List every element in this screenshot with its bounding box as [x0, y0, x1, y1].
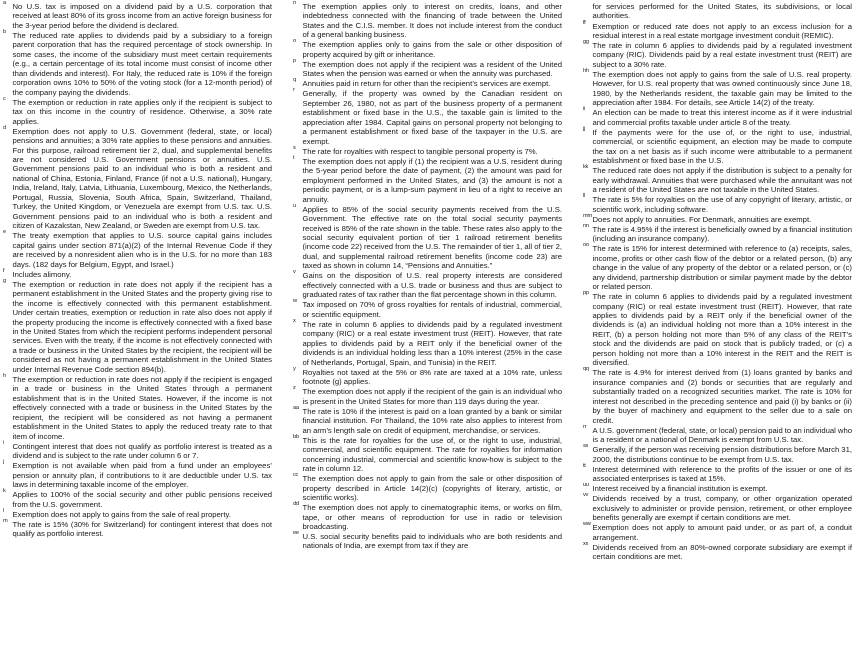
footnotes-column-3	[583, 2, 852, 669]
footnote-text: Exemption does not apply to U.S. Government (federal, state, or local) pensions and annuities; a 30% rate applies to these pensions and annuities. For this purpose, railroad retirement tier 2, dual, and supplemental benefits are not considered U.S. Government pensions or annuities. U.S. Government pensions paid to an individual who is both a resident and national of China, Estonia, Finland, France (if not a U.S. national), Hungary, India, Ireland, Italy, Latvia, Lithuania, Luxembourg, Mexico, the Netherlands, Portugal, Russia, Slovenia, South Africa, Spain, Switzerland, Thailand, Turkey, the United Kingdom, or Venezuela are exempt from U.S. tax. U.S. Government pensions paid to an individual who is both a resident and citizen of Kazakstan, New Zealand, or Sweden are exempt from U.S. tax.	[12, 126, 272, 231]
footnote-r	[293, 89, 562, 146]
footnote-continuation	[583, 2, 852, 21]
footnote-marker: w	[293, 298, 297, 305]
footnote-marker: o	[293, 38, 296, 45]
footnote-n	[293, 2, 562, 40]
footnote-text: Applies to 85% of the social security payments received from the U.S. Government. The effective rate on the total social security payments received is 85% of the rate shown in the table. These rates also apply to the social security equivalent portion of tier 1 railroad retirement benefits (income code 22) received from the U.S. The remainder of tier 1, all of tier 2, dual, and supplemental railroad retirement benefits (income code 23) are taxed as shown in column 14, “Pensions and Annuities.”	[302, 204, 562, 271]
footnote-marker: cc	[293, 472, 299, 479]
footnote-marker: vv	[583, 492, 589, 499]
footnote-mm	[583, 212, 852, 224]
footnote-text: U.S. social security benefits paid to individuals who are both residents and nationals of India, are exempt from tax if they are	[302, 532, 562, 551]
footnote-ff	[583, 19, 852, 41]
footnote-text: The rate for royalties with respect to tangible personal property is 7%.	[302, 146, 538, 156]
footnote-h	[3, 372, 272, 441]
footnote-text: The exemption does not apply to gain from the sale or other disposition of property described in Article 14(2)(c) (copyrights of literary, artistic, or scientific works).	[302, 474, 562, 503]
footnote-marker: pp	[583, 290, 589, 297]
footnote-xx	[583, 540, 852, 562]
footnote-text: Exemption does not apply to gains from the sale of real property.	[12, 509, 231, 519]
footnote-text: No U.S. tax is imposed on a dividend paid by a U.S. corporation that received at least 80% of its gross income from an active foreign business for the 3-year period before the dividend is declared.	[12, 2, 272, 30]
footnote-text: The exemption or reduction in rate does not apply if the recipient is engaged in a trade or business in the United States through a permanent establishment that is in the United States. However, if the income is not effectively connected with a trade or business in the United States by the recipient, the recipient will be considered as not having a permanent establishment in the United States to apply the reduced treaty rate to that item of income.	[12, 374, 272, 441]
footnote-marker: j	[3, 459, 4, 466]
footnote-marker: h	[3, 372, 6, 379]
footnote-marker: f	[3, 267, 5, 274]
footnote-text: The exemption or reduction in rate applies only if the recipient is subject to tax on this income in the country of residence. Otherwise, a 30% rate applies.	[12, 97, 272, 126]
footnote-text: The exemption does not apply if the recipient was a resident of the United States when the pension was earned or when the annuity was purchased.	[302, 59, 562, 79]
footnote-marker: g	[3, 277, 6, 284]
footnote-text: Exemption or reduced rate does not apply to an excess inclusion for a residual interest in a real estate mortgage investment conduit (REMIC).	[592, 21, 852, 40]
footnote-text: Dividends received by a trust, company, or other organization operated exclusively to administer or provide pension, retirement, or other employee benefits generally are exempt if certain conditions are met.	[592, 494, 852, 523]
footnote-text: Royalties not taxed at the 5% or 8% rate are taxed at a 10% rate, unless footnote (g) applies.	[302, 367, 562, 387]
footnote-ww	[583, 523, 852, 542]
footnote-marker: q	[293, 77, 296, 84]
footnote-g	[3, 277, 272, 375]
footnote-p	[293, 57, 562, 79]
footnote-text: The reduced rate applies to dividends paid by a subsidiary to a foreign parent corporation that has the required percentage of stock ownership. In some cases, the income of the subsidiary must meet certain requirements (e.g., a certain percentage of its total income must consist of income other than dividends and interest). For Italy, the reduced rate is 10% if the foreign corporation owns 10% to 50% of the voting stock (for a 12-month period) of the company paying the dividends.	[12, 30, 272, 97]
footnote-marker: z	[293, 385, 296, 392]
footnote-marker: u	[293, 202, 296, 209]
footnote-text: Generally, if the person was receiving pension distributions before March 31, 2000, the distributions continue to be exempt from U.S. tax.	[592, 445, 852, 464]
footnote-marker: ee	[293, 530, 299, 537]
footnote-s	[293, 144, 562, 156]
footnote-text: The exemption does not apply if the recipient of the gain is an individual who is present in the United States for more than 119 days during the year.	[302, 387, 562, 406]
footnote-pp	[583, 292, 852, 368]
footnote-qq	[583, 368, 852, 425]
footnote-text: The rate is 15% (30% for Switzerland) for contingent interest that does not qualify as portfolio interest.	[12, 519, 272, 539]
footnote-marker: ff	[583, 19, 586, 26]
footnote-rr	[583, 423, 852, 445]
footnote-m	[3, 517, 272, 539]
footnote-text: Applies to 100% of the social security and other public pensions received from the U.S. government.	[12, 490, 272, 509]
footnote-b	[3, 28, 272, 97]
footnote-text: The exemption does not apply to gains from the sale of U.S. real property. However, for U.S. real property that was owned continuously since June 18, 1980, by the Netherlands resident, the taxable gain may be limited to the appreciation after 1984. For details, see Article 14(2) of the treaty.	[592, 69, 852, 108]
footnote-text: The exemption or reduction in rate does not apply if the recipient has a permanent establishment in the United States and the property giving rise to the income is effectively connected with this permanent establishment. Under certain treaties, exemption or reduction in rate also does not apply if the property producing the income is effectively connected with a fixed base in the United States from which the recipient performs independent personal services. Even with the treaty, if the income is not effectively connected with a trade or business in the United States by the recipient, the recipient will be considered as not having a permanent establishment in the United States under Internal Revenue Code section 894(b).	[12, 279, 272, 374]
footnote-text: Tax imposed on 70% of gross royalties for rentals of industrial, commercial, or scientific equipment.	[302, 300, 562, 319]
footnote-marker: qq	[583, 366, 589, 373]
footnote-a	[3, 2, 272, 30]
footnote-marker: s	[293, 144, 296, 151]
footnote-text: Annuities paid in return for other than the recipient’s services are exempt.	[302, 79, 551, 89]
footnote-marker: ww	[583, 521, 591, 528]
footnote-text: Includes alimony.	[12, 269, 72, 279]
footnote-text: The rate in column 6 applies to dividends paid by a regulated investment company (RIC) or a real estate investment trust (REIT). However, that rate applies to dividends paid by a REIT only if the beneficial owner of the dividends is an individual holding less than a 10% interest (25% in the case of Netherlands, Portugal, Spain, and Tunisia) in the REIT.	[302, 319, 562, 367]
footnote-gg	[583, 41, 852, 69]
footnote-marker: dd	[293, 501, 299, 508]
footnote-marker: i	[3, 439, 4, 446]
footnote-text: The rate in column 6 applies to dividends paid by a regulated investment company (RIC). Dividends paid by a real estate investment trust (REIT) are subject to a 30% rate.	[592, 41, 852, 69]
footnote-o	[293, 40, 562, 59]
footnote-text: The rate is 4.95% if the interest is beneficially owned by a financial institution (including an insurance company).	[592, 224, 852, 244]
footnote-ll	[583, 195, 852, 214]
footnote-ee	[293, 532, 562, 551]
footnote-v	[293, 271, 562, 299]
footnote-aa	[293, 404, 562, 435]
footnote-marker: bb	[293, 433, 299, 440]
footnote-nn	[583, 222, 852, 244]
footnote-text: Contingent interest that does not qualify as portfolio interest is treated as a dividend and is subject to the rate under column 6 or 7.	[12, 441, 272, 461]
footnote-c	[3, 95, 272, 126]
footnote-d	[3, 124, 272, 231]
footnote-text: This is the rate for royalties for the use of, or the right to use, industrial, commercial, and scientific equipment. The rate for royalties for information concerning industrial, commercial and scientific know-how is subject to the rate in column 12.	[302, 435, 562, 474]
footnote-text: Interest received by a financial institution is exempt.	[592, 484, 768, 494]
footnote-text: The exemption does not apply to cinematographic items, or works on film, tape, or other means of reproduction for use in radio or television broadcasting.	[302, 503, 562, 531]
footnote-marker: ss	[583, 443, 589, 450]
footnote-marker: k	[3, 488, 6, 495]
footnote-marker: c	[3, 95, 6, 102]
footnote-marker: hh	[583, 67, 589, 74]
footnote-text: The exemption applies only to gains from the sale or other disposition of property acquired by gift or inheritance.	[302, 40, 562, 59]
footnote-marker: gg	[583, 39, 589, 45]
footnote-marker: d	[3, 124, 6, 131]
footnote-marker: r	[293, 87, 295, 94]
footnote-dd	[293, 503, 562, 531]
footnote-k	[3, 490, 272, 509]
footnote-ii	[583, 108, 852, 127]
footnote-oo	[583, 244, 852, 291]
footnote-marker: b	[3, 28, 6, 35]
footnote-marker: p	[293, 57, 296, 64]
footnote-marker: kk	[583, 164, 589, 171]
footnote-text: An election can be made to treat this interest income as if it were industrial and commercial profits taxable under article 8 of the treaty.	[592, 108, 852, 127]
footnote-text: Gains on the disposition of U.S. real property interests are considered effectively connected with a U.S. trade or business and thus are subject to graduated rates of tax rather than the flat percentage shown in this column.	[302, 271, 562, 300]
footnote-bb	[293, 433, 562, 474]
footnote-y	[293, 365, 562, 387]
footnote-text: The exemption does not apply if (1) the recipient was a U.S. resident during the 5-year period before the date of payment, (2) the amount was paid for employment performed in the United States, and (3) the amount is not a periodic payment, or is a lump-sum payment in lieu of a right to receive an annuity.	[302, 156, 562, 204]
footnote-marker: t	[293, 154, 295, 161]
footnote-marker: l	[3, 507, 4, 514]
footnotes-column-1	[3, 2, 272, 669]
footnote-q	[293, 79, 562, 88]
footnote-hh	[583, 67, 852, 108]
footnote-jj	[583, 125, 852, 166]
footnote-text: The reduced rate does not apply if the distribution is subject to a penalty for early withdrawal. Annuities that were purchased while the annuitant was not a resident of the United States are not taxable in the United States.	[592, 166, 852, 195]
footnote-j	[3, 461, 272, 489]
footnote-marker: ii	[583, 106, 585, 113]
footnote-marker: n	[293, 0, 296, 6]
footnote-text: Exemption does not apply to amount paid under, or as part of, a conduit arrangement.	[592, 523, 852, 542]
footnote-marker: oo	[583, 242, 589, 249]
footnote-text: The exemption applies only to interest on credits, loans, and other indebtedness connected with the financing of trade between the United States and the C.I.S. member. It does not include interest from the conduct of a general banking business.	[302, 2, 562, 40]
footnote-t	[293, 154, 562, 204]
footnote-text: Does not apply to annuities. For Denmark, annuities are exempt.	[592, 214, 812, 224]
footnote-vv	[583, 494, 852, 522]
footnote-text: The rate is 10% if the interest is paid on a loan granted by a bank or similar financial institution. For Thailand, the 10% rate also applies to interest from an arm’s length sale on credit of equipment, merchandise, or services.	[302, 406, 562, 435]
footnote-cc	[293, 474, 562, 502]
footnote-marker: v	[293, 269, 296, 276]
footnote-text: Exemption is not available when paid from a fund under an employees’ pension or annuity plan, if contributions to it are deductible under U.S. tax laws in determining taxable income of the employer.	[12, 461, 272, 489]
footnote-marker: nn	[583, 222, 589, 229]
footnote-marker: aa	[293, 404, 299, 411]
footnote-marker: a	[3, 0, 6, 6]
footnote-text: for services performed for the United States, its subdivisions, or local authorities.	[592, 2, 852, 21]
footnote-text: A U.S. government (federal, state, or local) pension paid to an individual who is a resident or a national of Denmark is exempt from U.S. tax.	[592, 425, 852, 445]
footnote-x	[293, 317, 562, 367]
footnote-kk	[583, 166, 852, 194]
footnote-f	[3, 267, 272, 279]
footnote-marker: m	[3, 517, 8, 524]
footnote-uu	[583, 484, 852, 493]
footnote-text: Dividends received from an 80%-owned corporate subsidiary are exempt if certain conditions are met.	[592, 542, 852, 562]
footnote-text: The rate is 4.9% for interest derived from (1) loans granted by banks and insurance companies and (2) bonds or securities that are regularly and substantially traded on a recognized securities market. The rate is 10% for interest not described in the preceding sentence and paid (i) by banks or (ii) by the buyer of machinery and equipment to the seller due to a sale on credit.	[592, 368, 852, 425]
footnote-marker: x	[293, 317, 296, 324]
footnote-text: The rate is 5% for royalties on the use of any copyright of literary, artistic, or scientific work, including software.	[592, 195, 852, 214]
footnote-text: The rate in column 6 applies to dividends paid by a regulated investment company (RIC) or real estate investment trust (REIT). However, that rate applies to dividends paid by a REIT only if the beneficial owner of the dividends is (a) an individual holding not more than a 10% interest in the REIT, (b) a person holding not more than 5% of any class of the REIT’s stock and the dividends are paid on stock that is publicly traded, or (c) a person holding not more than a 10% interest in the REIT and the REIT is diversified.	[592, 292, 852, 368]
footnote-w	[293, 300, 562, 319]
footnotes-column-2	[293, 2, 562, 669]
footnote-u	[293, 202, 562, 271]
footnote-tt	[583, 462, 852, 484]
footnote-text: If the payments were for the use of, or the right to use, industrial, commercial, or scientific equipment, an election may be made to compute the tax on a net basis as if such income were attributable to a permanent establishment or fixed base in the U.S.	[592, 127, 852, 166]
footnote-marker: xx	[583, 540, 589, 547]
footnote-text: Generally, if the property was owned by the Canadian resident on September 26, 1980, not as part of the business property of a permanent establishment or fixed base in the U.S., the taxable gain is limited to the appreciation after 1984. Capital gains on personal property not belonging to a permanent establishment or fixed base of the taxpayer in the U.S. are exempt.	[302, 89, 562, 146]
footnote-marker: rr	[583, 423, 587, 430]
footnote-z	[293, 387, 562, 406]
footnote-marker: jj	[583, 125, 585, 132]
footnote-l	[3, 507, 272, 519]
footnote-marker: mm	[583, 212, 592, 219]
footnote-marker: y	[293, 365, 296, 372]
footnote-ss	[583, 445, 852, 464]
footnote-text: The rate is 15% for interest determined with reference to (a) receipts, sales, income, profits or other cash flow of the debtor or a related person, (b) any change in the value of any property of the debtor or a related person, or (c) any dividend, partnership distribution or similar payment made by the debtor or related person.	[592, 244, 852, 292]
footnote-marker: tt	[583, 462, 586, 469]
footnote-text: Interest determined with reference to the profits of the issuer or one of its associated enterprises is taxed at 15%.	[592, 464, 852, 484]
footnote-i	[3, 439, 272, 461]
footnote-marker: ll	[583, 193, 585, 200]
footnote-text: The treaty exemption that applies to U.S. source capital gains includes capital gains under section 871(a)(2) of the Internal Revenue Code if they are received by a nonresident alien who is in the U.S. for no more than 183 days. (182 days for Belgium, Egypt, and Israel.)	[12, 231, 272, 269]
footnote-marker: e	[3, 229, 6, 236]
footnote-e	[3, 231, 272, 269]
footnote-marker: uu	[583, 482, 589, 489]
